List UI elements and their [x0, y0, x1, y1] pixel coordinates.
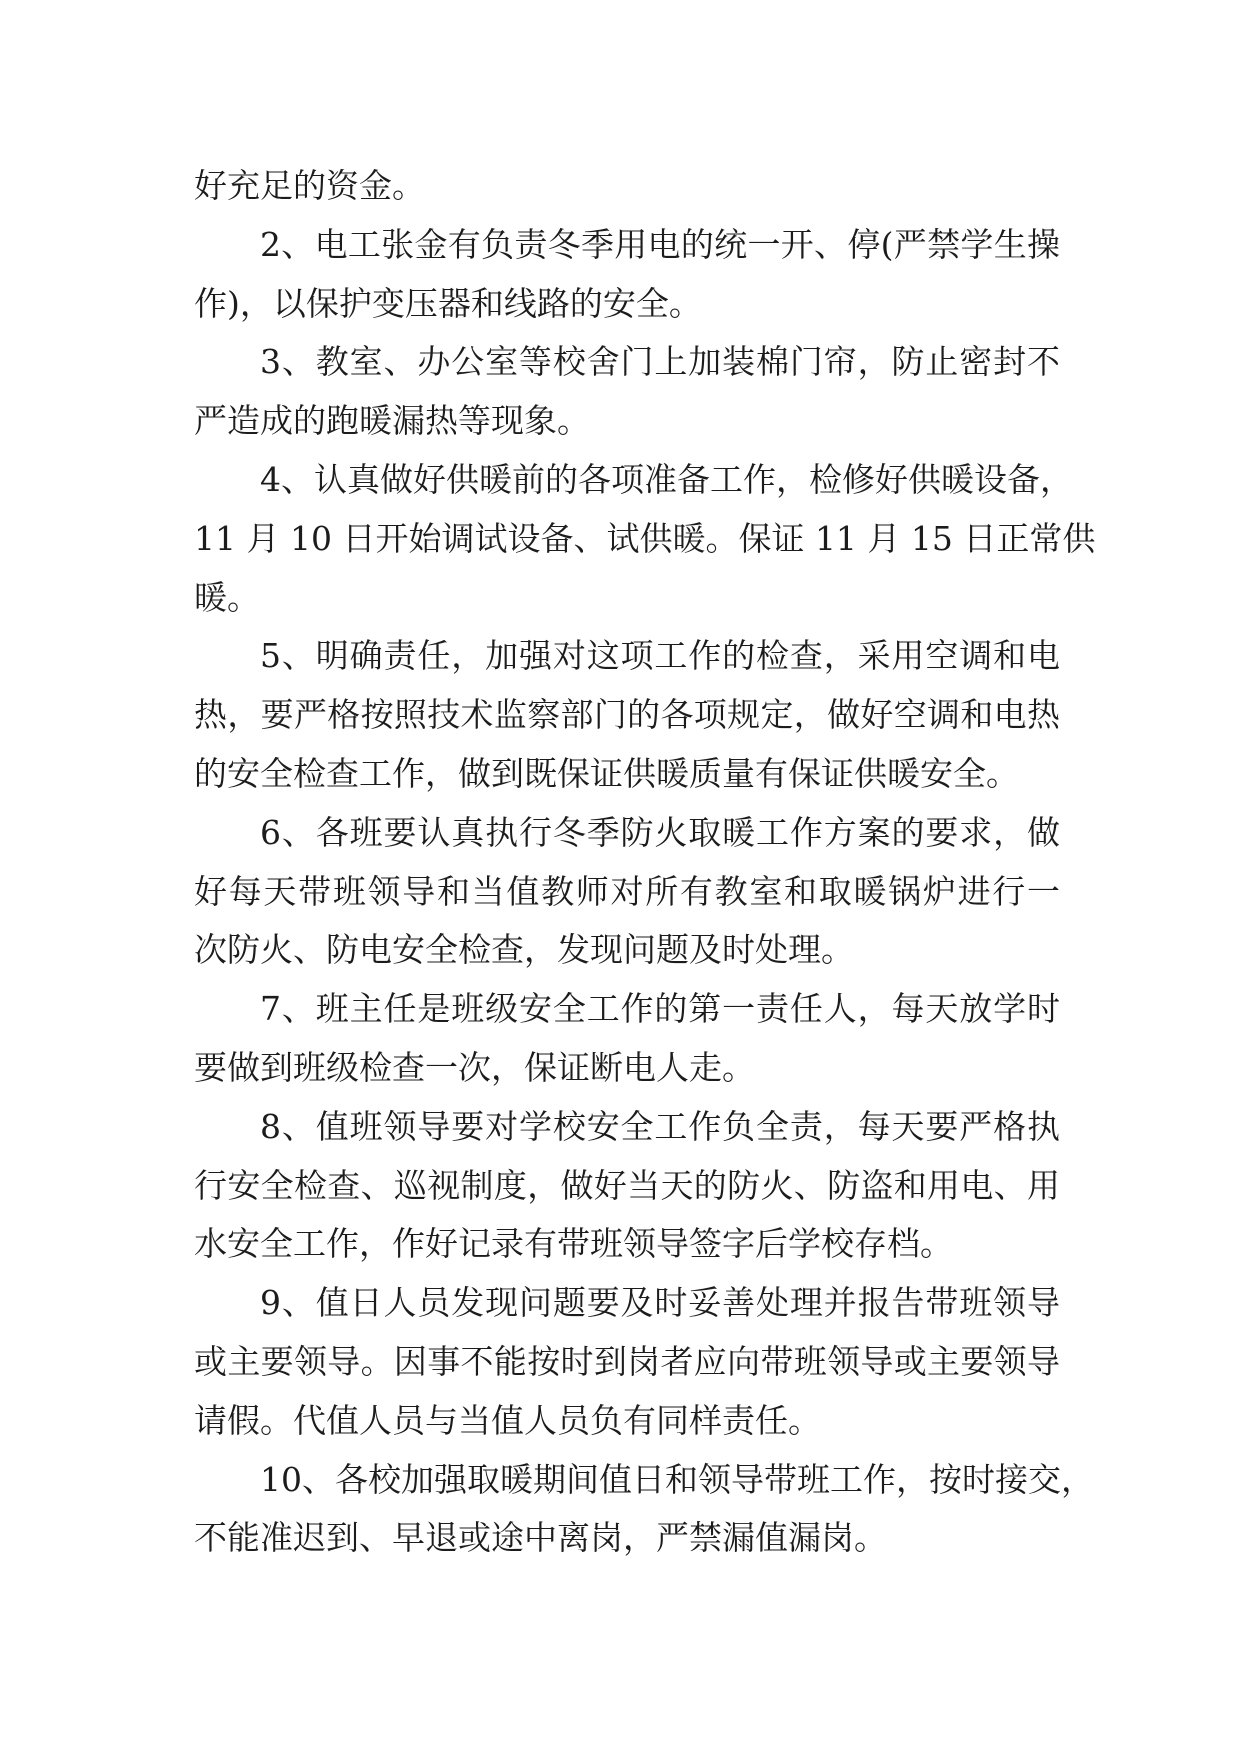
paragraph: [194, 1274, 1060, 1450]
paragraph-line: 不能准迟到、早退或途中离岗，严禁漏值漏岗。: [194, 1518, 887, 1558]
paragraph-line: 或主要领导。因事不能按时到岗者应向带班领导或主要领导: [194, 1341, 1060, 1381]
paragraph: [194, 1451, 1094, 1569]
paragraph-line: 好每天带班领导和当值教师对所有教室和取暖锅炉进行一: [194, 871, 1060, 911]
paragraph: [194, 216, 1060, 334]
paragraph-line: 次防火、防电安全检查，发现问题及时处理。: [194, 930, 854, 970]
paragraph-line: 10、各校加强取暖期间值日和领导带班工作，按时接交，: [260, 1459, 1094, 1499]
paragraph-line: 8、值班领导要对学校安全工作负全责，每天要严格执: [260, 1106, 1060, 1146]
paragraph-line: 请假。代值人员与当值人员负有同样责任。: [194, 1400, 821, 1440]
paragraph: [194, 1098, 1060, 1274]
paragraph-line: 3、教室、办公室等校舍门上加装棉门帘，防止密封不: [260, 342, 1060, 382]
paragraph-line: 作)，以保护变压器和线路的安全。: [194, 283, 702, 323]
paragraph: [194, 627, 1060, 803]
paragraph: [194, 980, 1060, 1098]
paragraph-line: 11 月 10 日开始调试设备、试供暖。保证 11 月 15 日正常供: [194, 518, 1096, 558]
paragraph-line: 的安全检查工作，做到既保证供暖质量有保证供暖安全。: [194, 753, 1019, 793]
paragraph-line: 9、值日人员发现问题要及时妥善处理并报告带班领导: [260, 1283, 1060, 1323]
paragraph: [194, 333, 1060, 451]
paragraph-line: 暖。: [194, 577, 260, 617]
paragraph-line: 好充足的资金。: [194, 166, 425, 205]
paragraph-line: 热，要严格按照技术监察部门的各项规定，做好空调和电热: [194, 695, 1060, 735]
paragraph: [194, 804, 1060, 980]
paragraph-line: 4、认真做好供暖前的各项准备工作，检修好供暖设备，: [260, 459, 1073, 499]
paragraph-line: 要做到班级检查一次，保证断电人走。: [194, 1047, 755, 1087]
paragraph-line: 2、电工张金有负责冬季用电的统一开、停(严禁学生操: [260, 224, 1060, 264]
paragraph: [194, 451, 1096, 627]
paragraph: [194, 157, 1060, 216]
paragraph-line: 6、各班要认真执行冬季防火取暖工作方案的要求，做: [260, 812, 1060, 852]
paragraph-line: 行安全检查、巡视制度，做好当天的防火、防盗和用电、用: [194, 1165, 1060, 1205]
document-body: [194, 157, 1096, 1568]
paragraph-line: 7、班主任是班级安全工作的第一责任人，每天放学时: [260, 989, 1060, 1029]
paragraph-line: 严造成的跑暖漏热等现象。: [194, 401, 590, 441]
paragraph-line: 5、明确责任，加强对这项工作的检查，采用空调和电: [260, 636, 1060, 676]
paragraph-line: 水安全工作，作好记录有带班领导签字后学校存档。: [194, 1224, 953, 1264]
